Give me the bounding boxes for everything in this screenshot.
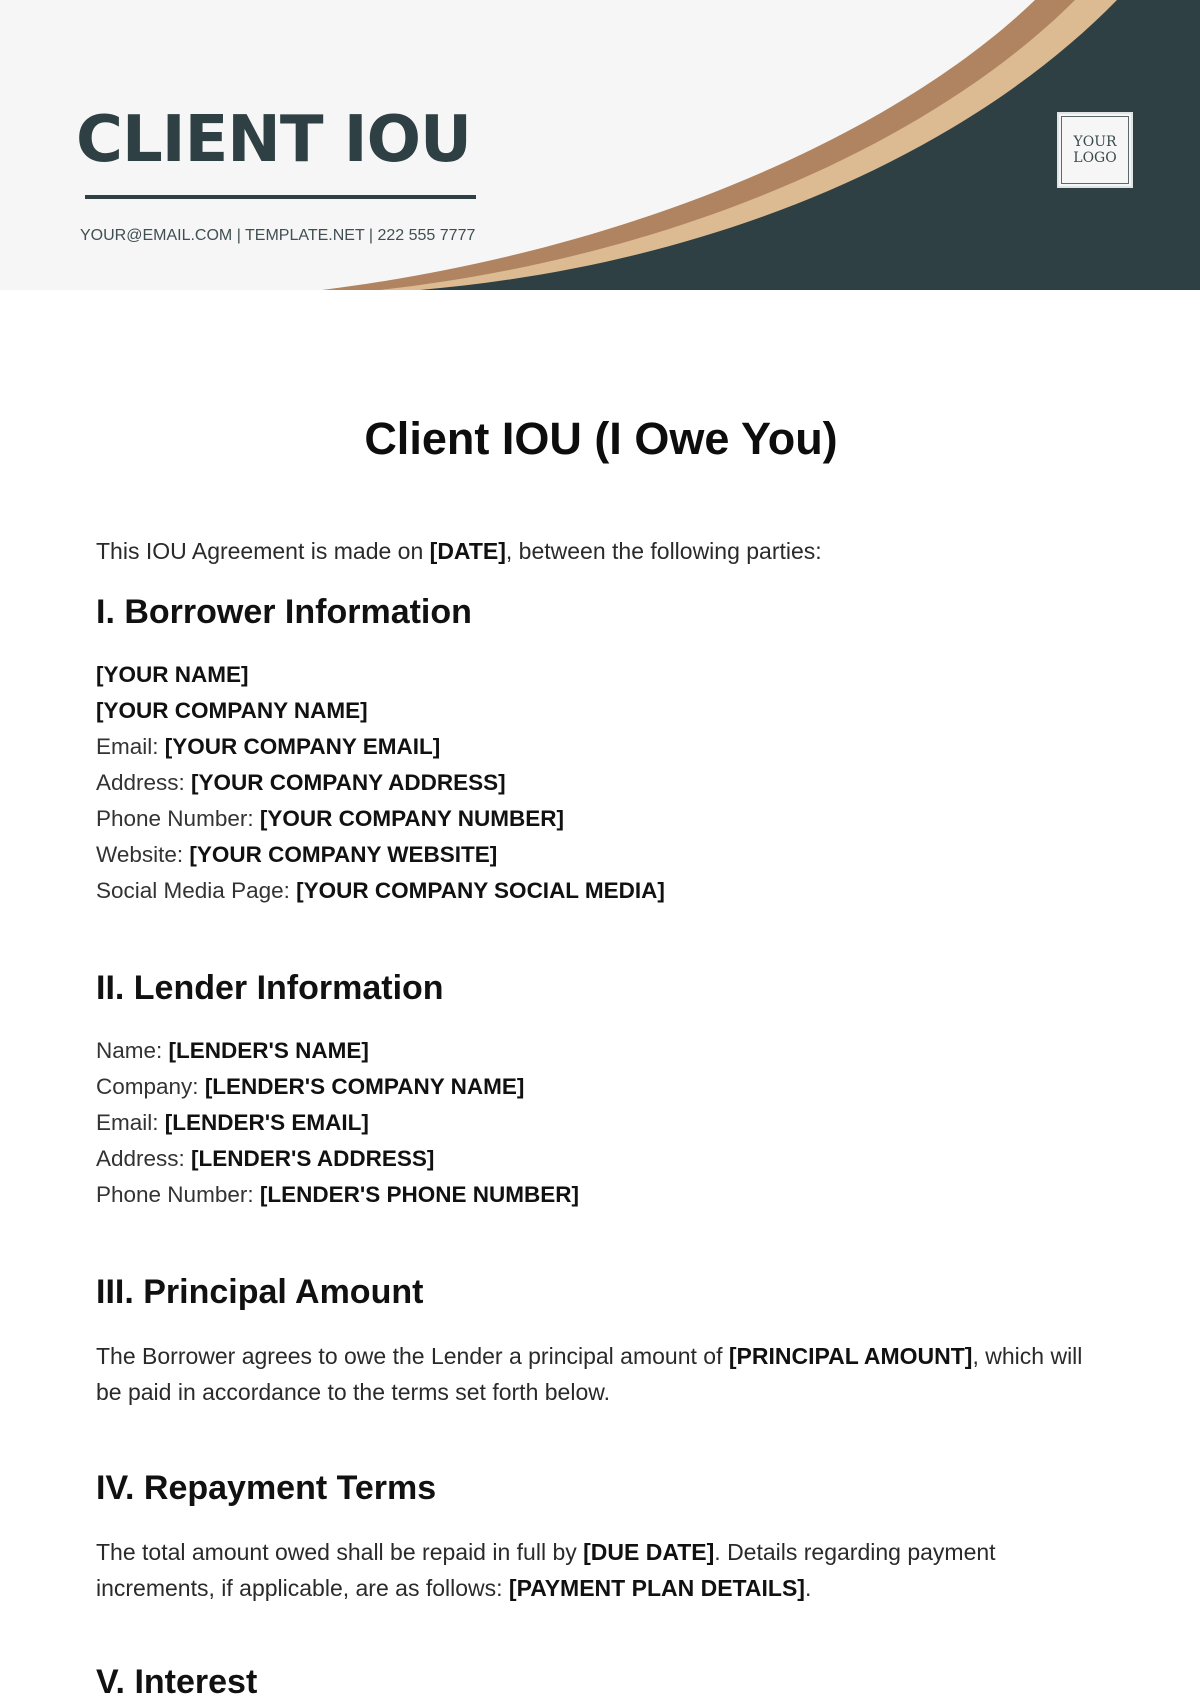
header-contact: YOUR@EMAIL.COM | TEMPLATE.NET | 222 555 7777 <box>80 227 476 244</box>
logo-icon <box>1061 116 1129 184</box>
section-heading-lender: II. Lender Information <box>96 969 444 1007</box>
due-date-placeholder: [DUE DATE] <box>583 1539 715 1565</box>
principal-amount-placeholder: [PRINCIPAL AMOUNT] <box>728 1343 973 1369</box>
borrower-social-media: Social Media Page: [YOUR COMPANY SOCIAL MEDIA] <box>96 878 665 903</box>
section-heading-interest: V. Interest <box>96 1663 258 1700</box>
principal-paragraph: The Borrower agrees to owe the Lender a principal amount of [PRINCIPAL AMOUNT], which will be paid in accordance to the terms set forth below. <box>96 1343 1083 1405</box>
repayment-paragraph: The total amount owed shall be repaid in full by [DUE DATE]. Details regarding payment increments, if applicable, are as follows: [PAYMENT PLAN DETAILS]. <box>96 1539 996 1601</box>
intro-text-end: , between the following parties: <box>505 538 822 564</box>
lender-info-list <box>96 1033 579 1213</box>
borrower-email: Email: [YOUR COMPANY EMAIL] <box>96 734 441 759</box>
logo-text-line1: YOUR <box>1073 134 1117 150</box>
section-heading-borrower: I. Borrower Information <box>96 593 472 631</box>
lender-email: Email: [LENDER'S EMAIL] <box>96 1110 369 1135</box>
section-heading-principal: III. Principal Amount <box>96 1273 424 1311</box>
borrower-info-list <box>96 657 665 909</box>
intro-text: This IOU Agreement is made on <box>96 538 430 564</box>
lender-phone: Phone Number: [LENDER'S PHONE NUMBER] <box>96 1182 579 1207</box>
section-heading-repayment: IV. Repayment Terms <box>96 1469 437 1507</box>
header-title: CLIENT IOU <box>76 103 471 177</box>
lender-company: Company: [LENDER'S COMPANY NAME] <box>96 1074 525 1099</box>
borrower-website: Website: [YOUR COMPANY WEBSITE] <box>96 842 498 867</box>
borrower-phone: Phone Number: [YOUR COMPANY NUMBER] <box>96 806 565 831</box>
borrower-company: [YOUR COMPANY NAME] <box>96 698 368 723</box>
borrower-name: [YOUR NAME] <box>96 662 249 687</box>
lender-address: Address: [LENDER'S ADDRESS] <box>96 1146 435 1171</box>
payment-plan-placeholder: [PAYMENT PLAN DETAILS] <box>508 1574 805 1601</box>
borrower-address: Address: [YOUR COMPANY ADDRESS] <box>96 770 506 795</box>
document-header <box>0 0 1200 290</box>
document-title: Client IOU (I Owe You) <box>364 413 838 464</box>
lender-name: Name: [LENDER'S NAME] <box>96 1038 369 1063</box>
logo-text-line2: LOGO <box>1073 150 1117 166</box>
intro-paragraph <box>96 536 822 566</box>
date-placeholder: [DATE] <box>429 538 506 564</box>
logo-placeholder <box>1057 112 1133 188</box>
title-underline <box>85 195 476 199</box>
